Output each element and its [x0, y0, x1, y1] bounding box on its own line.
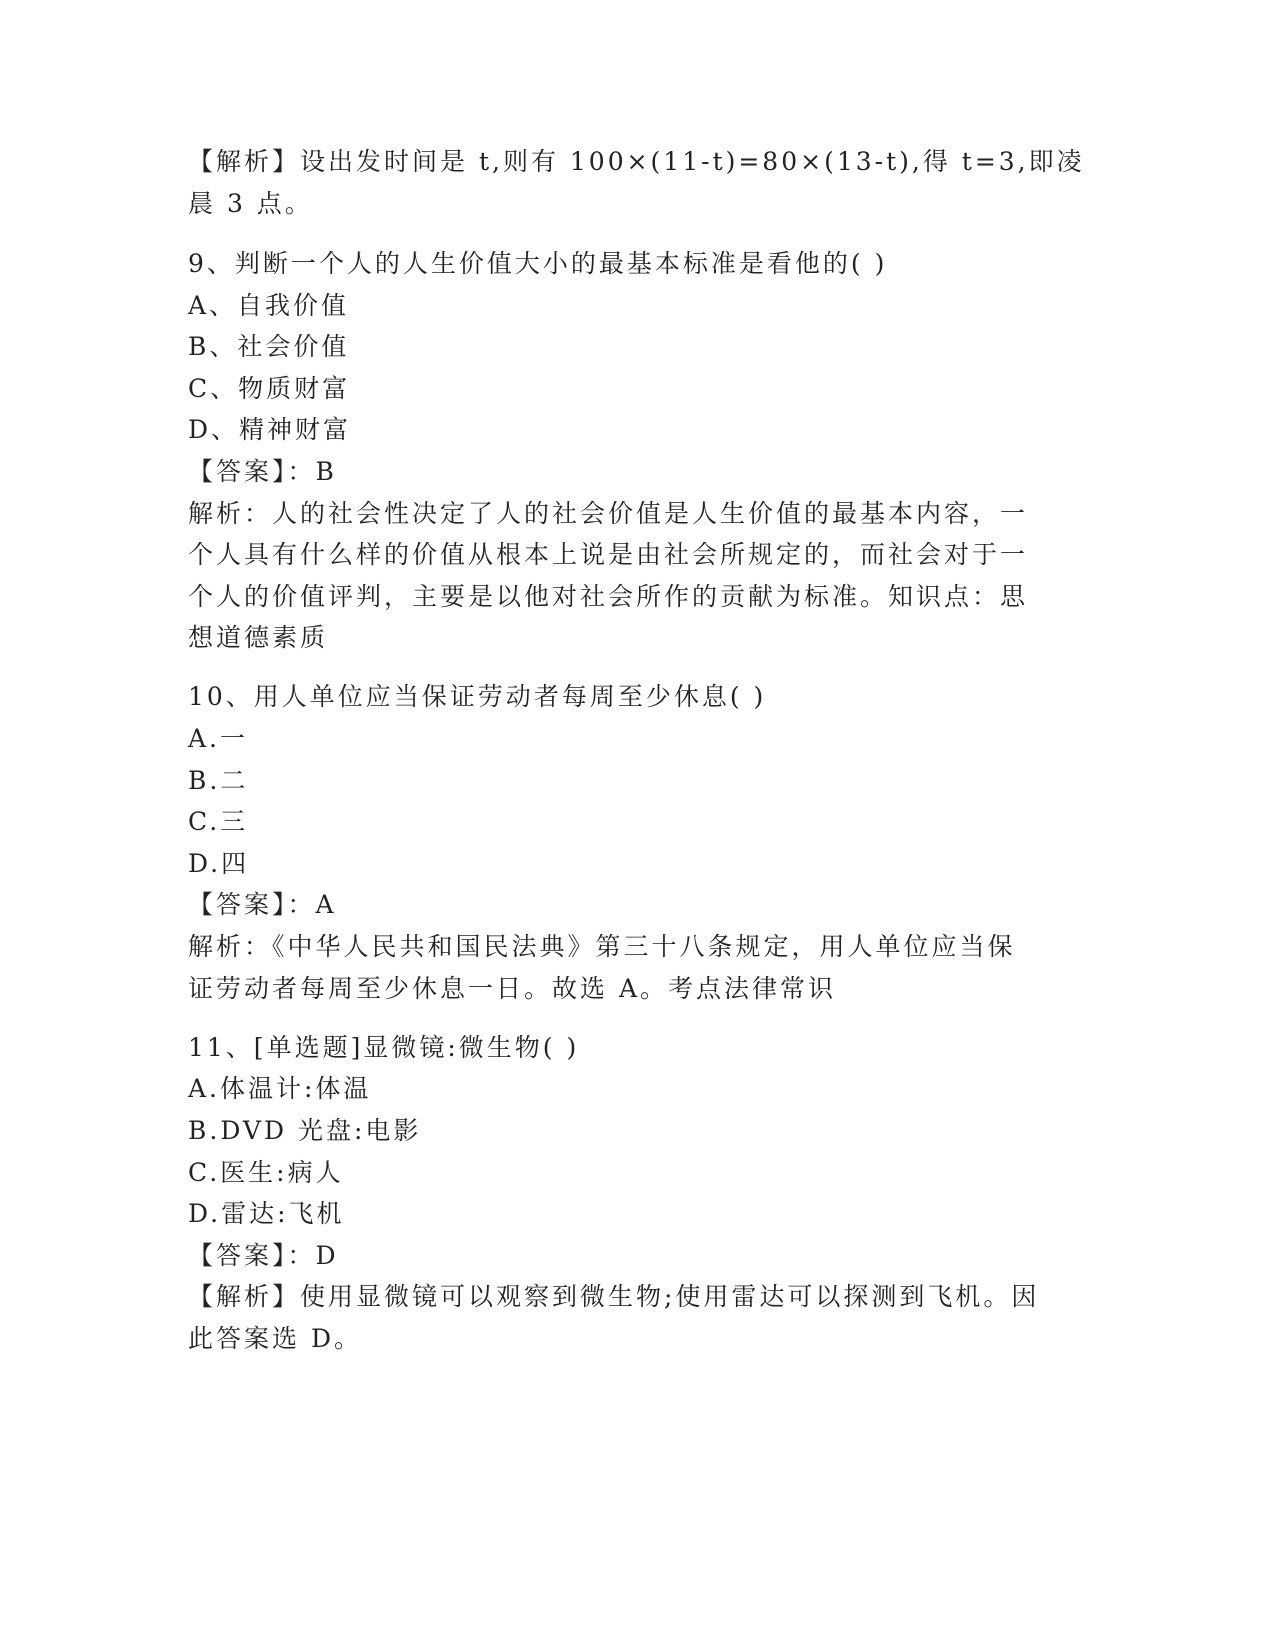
q10-option-b: B.二 — [188, 766, 249, 795]
q9-analysis-line-3: 个人的价值评判，主要是以他对社会所作的贡献为标准。知识点：思 — [188, 582, 1029, 611]
q9-option-c: C、物质财富 — [188, 374, 351, 403]
prev-analysis-line-2: 晨 3 点。 — [188, 189, 313, 218]
q11-analysis-line-2: 此答案选 D。 — [188, 1324, 362, 1353]
q11-option-a: A.体温计:体温 — [188, 1074, 372, 1103]
q9-analysis-line-1: 解析：人的社会性决定了人的社会价值是人生价值的最基本内容，一 — [188, 499, 1029, 528]
q9-option-d: D、精神财富 — [188, 415, 352, 444]
q9-answer: 【答案】：B — [188, 457, 337, 486]
q10-question: 10、用人单位应当保证劳动者每周至少休息( ) — [188, 682, 767, 711]
q11-option-d: D.雷达:飞机 — [188, 1199, 345, 1228]
q9-analysis-line-4: 想道德素质 — [188, 623, 329, 652]
q10-option-a: A.一 — [188, 724, 249, 753]
q10-answer: 【答案】：A — [188, 890, 337, 919]
q11-option-c: C.医生:病人 — [188, 1158, 344, 1187]
q11-option-b: B.DVD 光盘:电影 — [188, 1116, 422, 1145]
q11-analysis-line-1: 【解析】使用显微镜可以观察到微生物;使用雷达可以探测到飞机。因 — [188, 1282, 1040, 1311]
prev-analysis-line-1: 【解析】设出发时间是 t,则有 100×(11-t)=80×(13-t),得 t=3,即凌 — [188, 147, 1085, 176]
q9-question: 9、判断一个人的人生价值大小的最基本标准是看他的( ) — [188, 249, 888, 278]
q10-analysis-line-2: 证劳动者每周至少休息一日。故选 A。考点法律常识 — [188, 974, 837, 1003]
q9-option-a: A、自我价值 — [188, 291, 350, 320]
q10-analysis-line-1: 解析：《中华人民共和国民法典》第三十八条规定，用人单位应当保 — [188, 932, 1016, 961]
q10-option-d: D.四 — [188, 849, 250, 878]
q10-option-c: C.三 — [188, 807, 249, 836]
q9-analysis-line-2: 个人具有什么样的价值从根本上说是由社会所规定的，而社会对于一 — [188, 540, 1029, 569]
q11-answer: 【答案】：D — [188, 1241, 339, 1270]
q11-question: 11、[单选题]显微镜:微生物( ) — [188, 1033, 580, 1062]
q9-option-b: B、社会价值 — [188, 332, 350, 361]
